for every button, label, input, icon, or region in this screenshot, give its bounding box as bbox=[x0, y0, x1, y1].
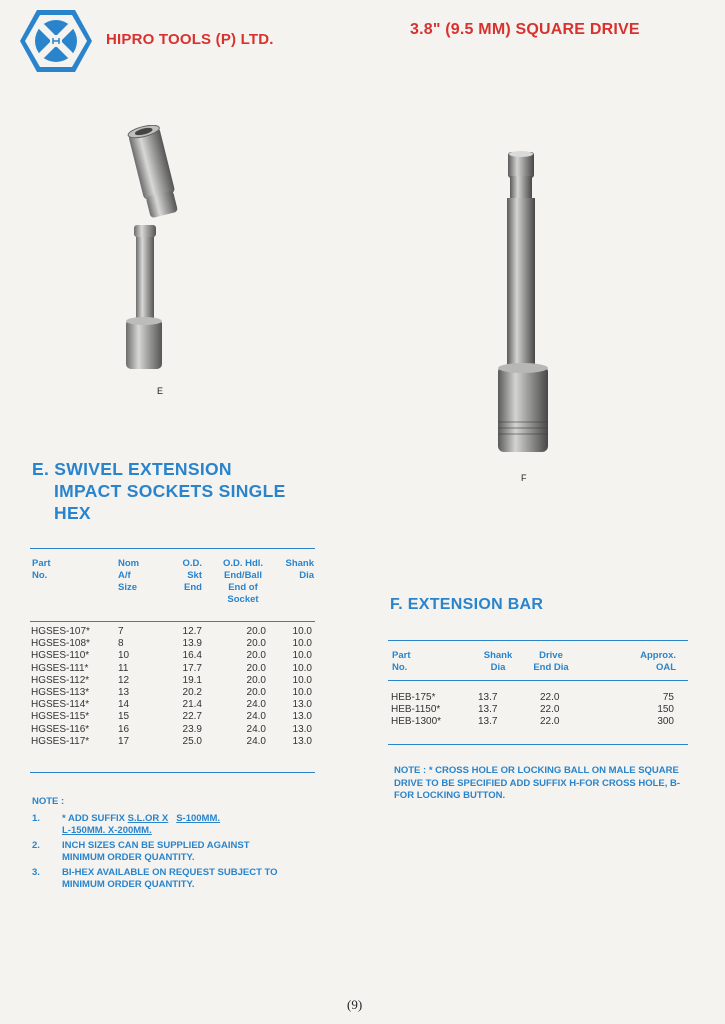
table-row: HGSES-113* bbox=[31, 687, 90, 699]
table-cell: 13.0 bbox=[292, 711, 312, 723]
table-cell: 20.2 bbox=[182, 687, 202, 699]
section-f-title: F. EXTENSION BAR bbox=[390, 596, 544, 613]
table-cell: 23.9 bbox=[182, 723, 202, 735]
table-row: HGSES-111* bbox=[31, 662, 89, 674]
table-cell: 10 bbox=[118, 650, 130, 662]
table-f-col-part bbox=[391, 692, 441, 729]
table-cell: 13.0 bbox=[292, 735, 312, 747]
table-cell: 24.0 bbox=[246, 723, 266, 735]
table-e-top-rule bbox=[30, 548, 315, 549]
table-cell: 20.0 bbox=[246, 650, 266, 662]
section-e-title-line2: IMPACT SOCKETS SINGLE bbox=[54, 481, 286, 501]
page-number: (9) bbox=[347, 997, 363, 1012]
company-logo-icon bbox=[18, 8, 94, 74]
table-cell: 20.0 bbox=[246, 662, 266, 674]
table-f-header-oal: Approx. OAL bbox=[640, 650, 676, 673]
table-cell: 25.0 bbox=[182, 735, 202, 747]
table-row: HGSES-108* bbox=[31, 638, 90, 650]
table-cell: 21.4 bbox=[182, 699, 202, 711]
table-e-header-shank: Shank Dia bbox=[285, 558, 314, 581]
table-cell: 22.0 bbox=[540, 692, 560, 703]
table-e-col-nom bbox=[118, 626, 129, 748]
table-f-header-rule bbox=[388, 680, 688, 681]
section-e-title-line3: HEX bbox=[54, 503, 91, 523]
table-e-col-shank bbox=[280, 626, 312, 748]
table-cell: 12 bbox=[118, 674, 130, 686]
table-cell: 24.0 bbox=[246, 699, 266, 711]
table-cell: 20.0 bbox=[246, 687, 266, 699]
table-f-bottom-rule bbox=[388, 744, 688, 745]
table-e-header-od: O.D. Skt End bbox=[182, 558, 202, 593]
table-cell: 10.0 bbox=[292, 638, 312, 650]
table-cell: 150 bbox=[657, 704, 674, 716]
table-cell: 300 bbox=[657, 716, 674, 728]
table-e-header-rule bbox=[30, 621, 315, 622]
table-cell: 12.7 bbox=[182, 626, 202, 637]
table-cell: 13 bbox=[118, 687, 130, 699]
table-e-header-part: Part No. bbox=[32, 558, 51, 581]
table-cell: 13.7 bbox=[478, 716, 498, 728]
table-cell: 20.0 bbox=[246, 638, 266, 650]
table-cell: 16.4 bbox=[182, 650, 202, 662]
table-cell: 7 bbox=[118, 626, 124, 637]
table-cell: 10.0 bbox=[292, 626, 312, 637]
table-f-col-shank bbox=[478, 692, 497, 729]
table-row: HEB-1300* bbox=[391, 716, 442, 728]
table-cell: 10.0 bbox=[292, 662, 312, 674]
figure-f-label: F bbox=[521, 473, 527, 483]
table-row: HGSES-112* bbox=[31, 674, 90, 686]
table-f-header-drive: Drive End Dia bbox=[533, 650, 569, 673]
table-cell: 10.0 bbox=[292, 687, 312, 699]
drive-size-title: 3.8" (9.5 MM) SQUARE DRIVE bbox=[410, 21, 640, 38]
table-cell: 20.0 bbox=[246, 674, 266, 686]
table-cell: 13.7 bbox=[478, 704, 498, 716]
table-row: HGSES-115* bbox=[31, 711, 90, 723]
section-e-notes bbox=[32, 796, 332, 892]
note-e-title: NOTE : bbox=[32, 796, 65, 807]
figure-e-label: E bbox=[157, 386, 164, 396]
section-e-title-line1: E. SWIVEL EXTENSION bbox=[32, 459, 232, 479]
note-e-item-1: 1. * ADD SUFFIX S.L.OR X S-100MM. L-150MM. X-200MM. bbox=[32, 812, 221, 836]
table-row: HEB-1150* bbox=[391, 704, 441, 716]
table-cell: 14 bbox=[118, 699, 130, 711]
table-cell: 75 bbox=[662, 692, 674, 703]
table-e-col-part bbox=[31, 626, 90, 748]
table-cell: 22.0 bbox=[540, 704, 560, 716]
table-cell: 8 bbox=[118, 638, 124, 650]
table-f-header-shank: Shank Dia bbox=[483, 650, 513, 673]
table-f-header-part: Part No. bbox=[392, 650, 411, 673]
table-e-header-nom: Nom A/f Size bbox=[118, 558, 140, 593]
note-e-item-3: 3. BI-HEX AVAILABLE ON REQUEST SUBJECT TO MINIMUM ORDER QUANTITY. bbox=[32, 866, 278, 890]
swivel-socket-image bbox=[110, 125, 180, 375]
table-f-top-rule bbox=[388, 640, 688, 641]
table-row: HGSES-116* bbox=[31, 723, 90, 735]
table-e-header-od-hdl: O.D. Hdl. End/Ball End of Socket bbox=[222, 558, 264, 605]
table-e-bottom-rule bbox=[30, 772, 315, 773]
note-e-item-2: 2. INCH SIZES CAN BE SUPPLIED AGAINST MINIMUM ORDER QUANTITY. bbox=[32, 839, 250, 863]
section-e-title bbox=[32, 458, 286, 524]
table-cell: 22.7 bbox=[182, 711, 202, 723]
section-f-note: NOTE : * CROSS HOLE OR LOCKING BALL ON MALE SQUARE DRIVE TO BE SPECIFIED ADD SUFFIX H-FOR CROSS HOLE, B-FOR LOCKING BUTTON. bbox=[394, 765, 681, 801]
table-cell: 10.0 bbox=[292, 650, 312, 662]
table-cell: 22.0 bbox=[540, 716, 560, 728]
table-cell: 10.0 bbox=[292, 674, 312, 686]
table-cell: 16 bbox=[118, 723, 130, 735]
table-cell: 24.0 bbox=[246, 735, 266, 747]
table-cell: 11 bbox=[118, 662, 129, 674]
table-e-col-od-hdl bbox=[236, 626, 266, 748]
table-row: HEB-175* bbox=[391, 692, 436, 703]
table-cell: 15 bbox=[118, 711, 130, 723]
table-cell: 19.1 bbox=[182, 674, 202, 686]
table-row: HGSES-114* bbox=[31, 699, 90, 711]
table-cell: 13.0 bbox=[292, 723, 312, 735]
table-cell: 17 bbox=[118, 735, 130, 747]
table-f-col-drive bbox=[540, 692, 559, 729]
table-row: HGSES-117* bbox=[31, 735, 90, 747]
table-e-col-od bbox=[172, 626, 202, 748]
table-cell: 17.7 bbox=[182, 662, 202, 674]
table-cell: 20.0 bbox=[246, 626, 266, 637]
table-row: HGSES-110* bbox=[31, 650, 90, 662]
company-name: HIPRO TOOLS (P) LTD. bbox=[106, 31, 274, 48]
table-cell: 13.0 bbox=[292, 699, 312, 711]
table-cell: 24.0 bbox=[246, 711, 266, 723]
table-cell: 13.7 bbox=[478, 692, 498, 703]
table-row: HGSES-107* bbox=[31, 626, 90, 637]
extension-bar-image bbox=[490, 150, 570, 455]
table-f-col-oal bbox=[636, 692, 674, 729]
table-cell: 13.9 bbox=[182, 638, 202, 650]
